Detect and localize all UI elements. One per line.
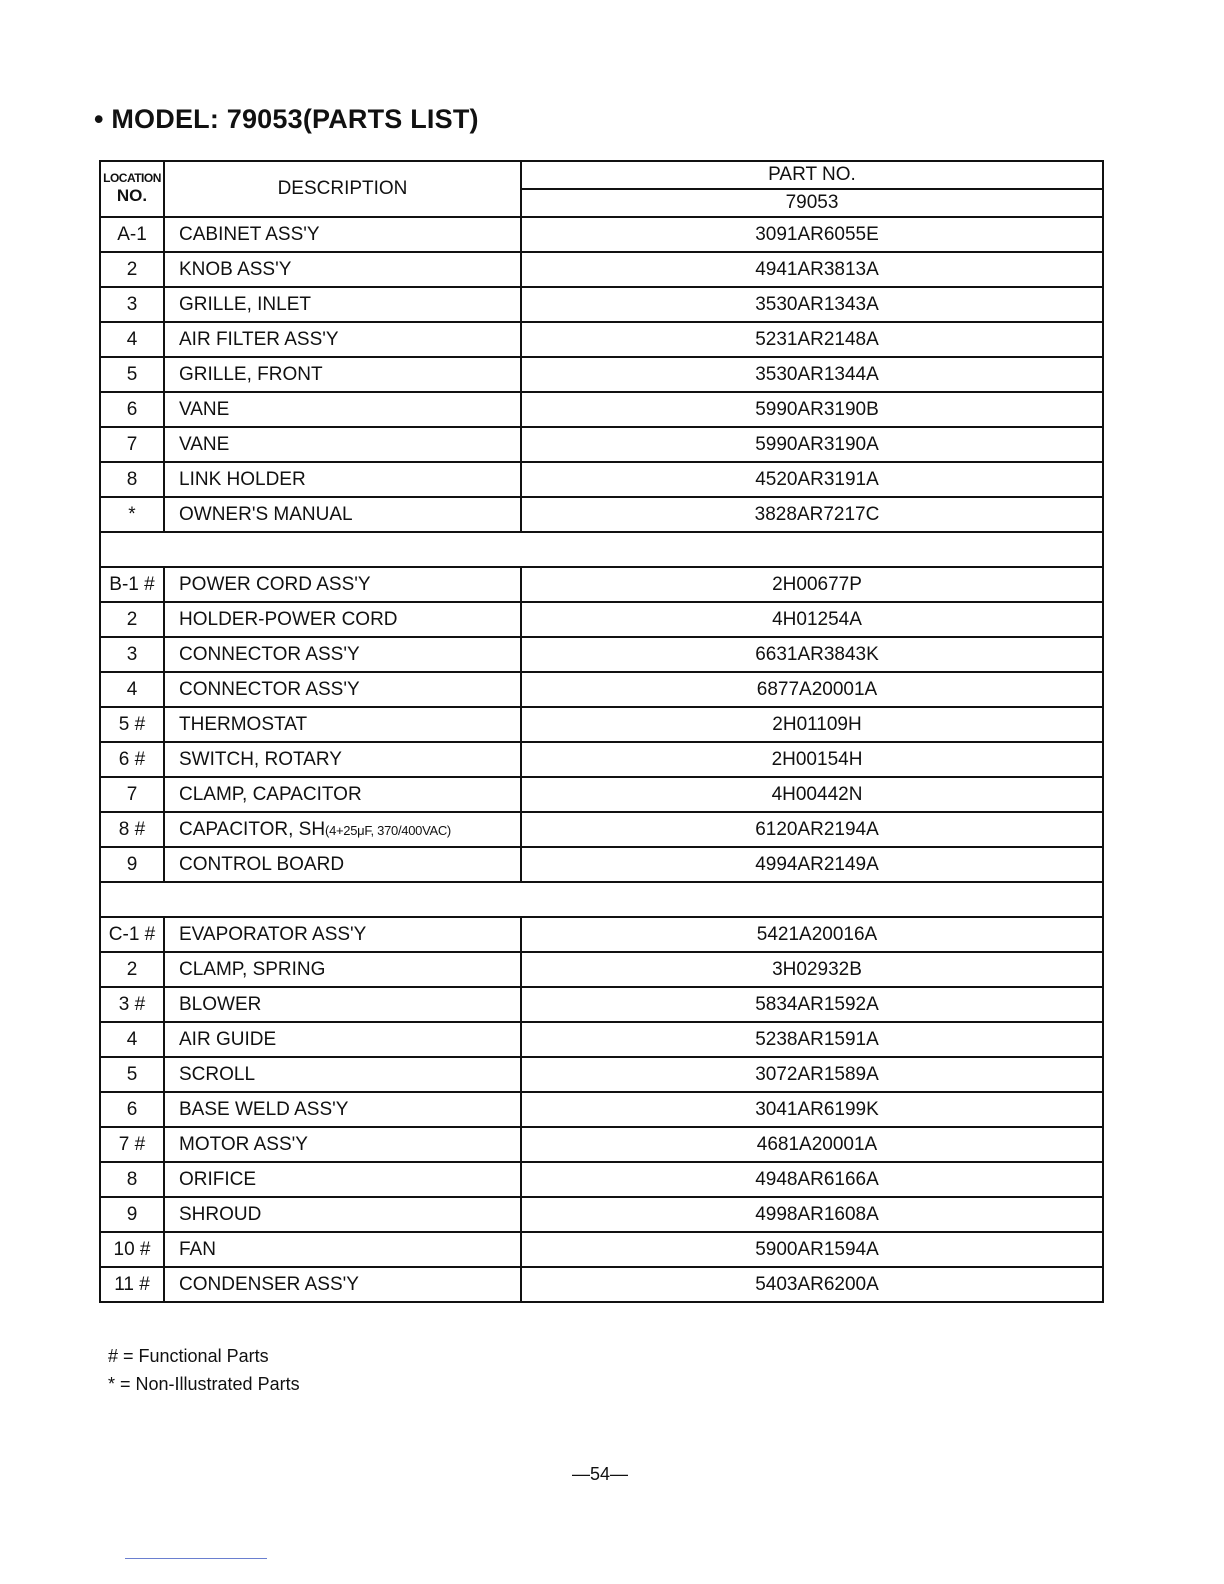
location-cell: 7	[100, 777, 164, 812]
description-cell: SCROLL	[164, 1057, 521, 1092]
description-cell: THERMOSTAT	[164, 707, 521, 742]
description-cell	[164, 812, 521, 847]
group-a-rows	[100, 217, 1103, 567]
description-text: CAPACITOR, SH	[179, 818, 326, 840]
part-number-cell: 2H00154H	[521, 742, 1103, 777]
table-row	[100, 847, 1103, 882]
description-cell: CLAMP, CAPACITOR	[164, 777, 521, 812]
part-number-cell: 4948AR6166A	[521, 1162, 1103, 1197]
table-row	[100, 567, 1103, 602]
description-cell: CABINET ASS'Y	[164, 217, 521, 252]
part-number-cell: 5900AR1594A	[521, 1232, 1103, 1267]
part-number-cell: 6877A20001A	[521, 672, 1103, 707]
description-cell: CLAMP, SPRING	[164, 952, 521, 987]
table-row	[100, 1267, 1103, 1302]
capacitor-spec: (4+25μF, 370/400VAC)	[325, 822, 451, 838]
description-header: DESCRIPTION	[164, 161, 521, 217]
legend-non-illustrated-parts: * = Non-Illustrated Parts	[108, 1374, 300, 1394]
location-cell: 6 #	[100, 742, 164, 777]
table-row	[100, 322, 1103, 357]
description-cell: GRILLE, INLET	[164, 287, 521, 322]
table-row	[100, 1092, 1103, 1127]
part-number-cell: 6631AR3843K	[521, 637, 1103, 672]
description-cell: HOLDER-POWER CORD	[164, 602, 521, 637]
part-number-cell: 3530AR1343A	[521, 287, 1103, 322]
part-number-cell: 4994AR2149A	[521, 847, 1103, 882]
description-cell: BLOWER	[164, 987, 521, 1022]
table-row	[100, 987, 1103, 1022]
location-cell: 3 #	[100, 987, 164, 1022]
page-number: —54—	[572, 1464, 629, 1484]
description-cell: CONNECTOR ASS'Y	[164, 672, 521, 707]
location-cell: 5	[100, 357, 164, 392]
location-cell: 4	[100, 322, 164, 357]
table-row	[100, 637, 1103, 672]
table-row	[100, 1232, 1103, 1267]
part-number-cell: 5403AR6200A	[521, 1267, 1103, 1302]
location-cell: *	[100, 497, 164, 532]
location-header-small: LOCATION	[103, 171, 161, 186]
description-cell: LINK HOLDER	[164, 462, 521, 497]
model-header: 79053	[521, 189, 1103, 217]
table-row	[100, 1162, 1103, 1197]
description-cell: POWER CORD ASS'Y	[164, 567, 521, 602]
location-cell: 6	[100, 392, 164, 427]
part-number-cell: 4998AR1608A	[521, 1197, 1103, 1232]
location-cell: 7	[100, 427, 164, 462]
location-cell: 6	[100, 1092, 164, 1127]
part-number-cell: 4H01254A	[521, 602, 1103, 637]
spacer-cell	[100, 532, 1103, 567]
location-cell: 10 #	[100, 1232, 164, 1267]
table-row	[100, 462, 1103, 497]
description-cell: KNOB ASS'Y	[164, 252, 521, 287]
location-cell: 3	[100, 287, 164, 322]
location-cell: 8	[100, 462, 164, 497]
part-number-cell: 4H00442N	[521, 777, 1103, 812]
table-row	[100, 602, 1103, 637]
part-number-cell: 4681A20001A	[521, 1127, 1103, 1162]
table-row	[100, 1022, 1103, 1057]
bottom-divider	[125, 1558, 267, 1559]
description-cell: VANE	[164, 427, 521, 462]
group-b-rows	[100, 567, 1103, 917]
part-number-cell: 3828AR7217C	[521, 497, 1103, 532]
part-number-cell: 5990AR3190A	[521, 427, 1103, 462]
table-row	[100, 952, 1103, 987]
table-row	[100, 812, 1103, 847]
location-cell: 7 #	[100, 1127, 164, 1162]
location-cell: 2	[100, 252, 164, 287]
description-cell: CONTROL BOARD	[164, 847, 521, 882]
table-row	[100, 217, 1103, 252]
part-number-cell: 6120AR2194A	[521, 812, 1103, 847]
parts-list-table	[99, 160, 1104, 1303]
part-number-cell: 3530AR1344A	[521, 357, 1103, 392]
description-cell: BASE WELD ASS'Y	[164, 1092, 521, 1127]
table-row	[100, 392, 1103, 427]
part-number-cell: 5231AR2148A	[521, 322, 1103, 357]
location-cell: 8	[100, 1162, 164, 1197]
description-cell: OWNER'S MANUAL	[164, 497, 521, 532]
page-title: • MODEL: 79053(PARTS LIST)	[94, 104, 479, 134]
part-number-cell: 5990AR3190B	[521, 392, 1103, 427]
location-cell: C-1 #	[100, 917, 164, 952]
table-row	[100, 707, 1103, 742]
table-header	[100, 161, 1103, 217]
part-number-cell: 2H00677P	[521, 567, 1103, 602]
table-row	[100, 672, 1103, 707]
part-number-cell: 2H01109H	[521, 707, 1103, 742]
group-c-rows	[100, 917, 1103, 1302]
description-cell: SHROUD	[164, 1197, 521, 1232]
description-cell: MOTOR ASS'Y	[164, 1127, 521, 1162]
location-cell: A-1	[100, 217, 164, 252]
description-cell: FAN	[164, 1232, 521, 1267]
table-row	[100, 777, 1103, 812]
description-cell: ORIFICE	[164, 1162, 521, 1197]
table-row	[100, 1197, 1103, 1232]
description-cell: CONNECTOR ASS'Y	[164, 637, 521, 672]
part-number-cell: 4520AR3191A	[521, 462, 1103, 497]
location-cell: 5	[100, 1057, 164, 1092]
part-no-header: PART NO.	[521, 161, 1103, 189]
location-cell: 4	[100, 1022, 164, 1057]
part-number-cell: 3H02932B	[521, 952, 1103, 987]
location-cell: 4	[100, 672, 164, 707]
description-cell: SWITCH, ROTARY	[164, 742, 521, 777]
table-row	[100, 742, 1103, 777]
description-cell: VANE	[164, 392, 521, 427]
part-number-cell: 5238AR1591A	[521, 1022, 1103, 1057]
part-number-cell: 3041AR6199K	[521, 1092, 1103, 1127]
table-row	[100, 357, 1103, 392]
table-row	[100, 917, 1103, 952]
location-cell: 3	[100, 637, 164, 672]
spacer-cell	[100, 882, 1103, 917]
location-cell: 8 #	[100, 812, 164, 847]
table-row	[100, 252, 1103, 287]
description-cell: CONDENSER ASS'Y	[164, 1267, 521, 1302]
location-cell: 11 #	[100, 1267, 164, 1302]
location-cell: 2	[100, 602, 164, 637]
location-cell: B-1 #	[100, 567, 164, 602]
table-row	[100, 1127, 1103, 1162]
description-cell: AIR FILTER ASS'Y	[164, 322, 521, 357]
table-row	[100, 497, 1103, 532]
legend-functional-parts: # = Functional Parts	[108, 1346, 269, 1366]
part-number-cell: 5421A20016A	[521, 917, 1103, 952]
table-row	[100, 287, 1103, 322]
group-spacer-row	[100, 532, 1103, 567]
location-header-no: NO.	[116, 186, 148, 206]
group-spacer-row	[100, 882, 1103, 917]
description-cell: AIR GUIDE	[164, 1022, 521, 1057]
table-row	[100, 1057, 1103, 1092]
location-cell: 5 #	[100, 707, 164, 742]
location-cell: 9	[100, 1197, 164, 1232]
part-number-cell: 3072AR1589A	[521, 1057, 1103, 1092]
description-cell: EVAPORATOR ASS'Y	[164, 917, 521, 952]
location-cell: 2	[100, 952, 164, 987]
table-row	[100, 427, 1103, 462]
part-number-cell: 5834AR1592A	[521, 987, 1103, 1022]
description-cell: GRILLE, FRONT	[164, 357, 521, 392]
part-number-cell: 3091AR6055E	[521, 217, 1103, 252]
location-cell: 9	[100, 847, 164, 882]
location-header	[100, 161, 164, 217]
part-number-cell: 4941AR3813A	[521, 252, 1103, 287]
